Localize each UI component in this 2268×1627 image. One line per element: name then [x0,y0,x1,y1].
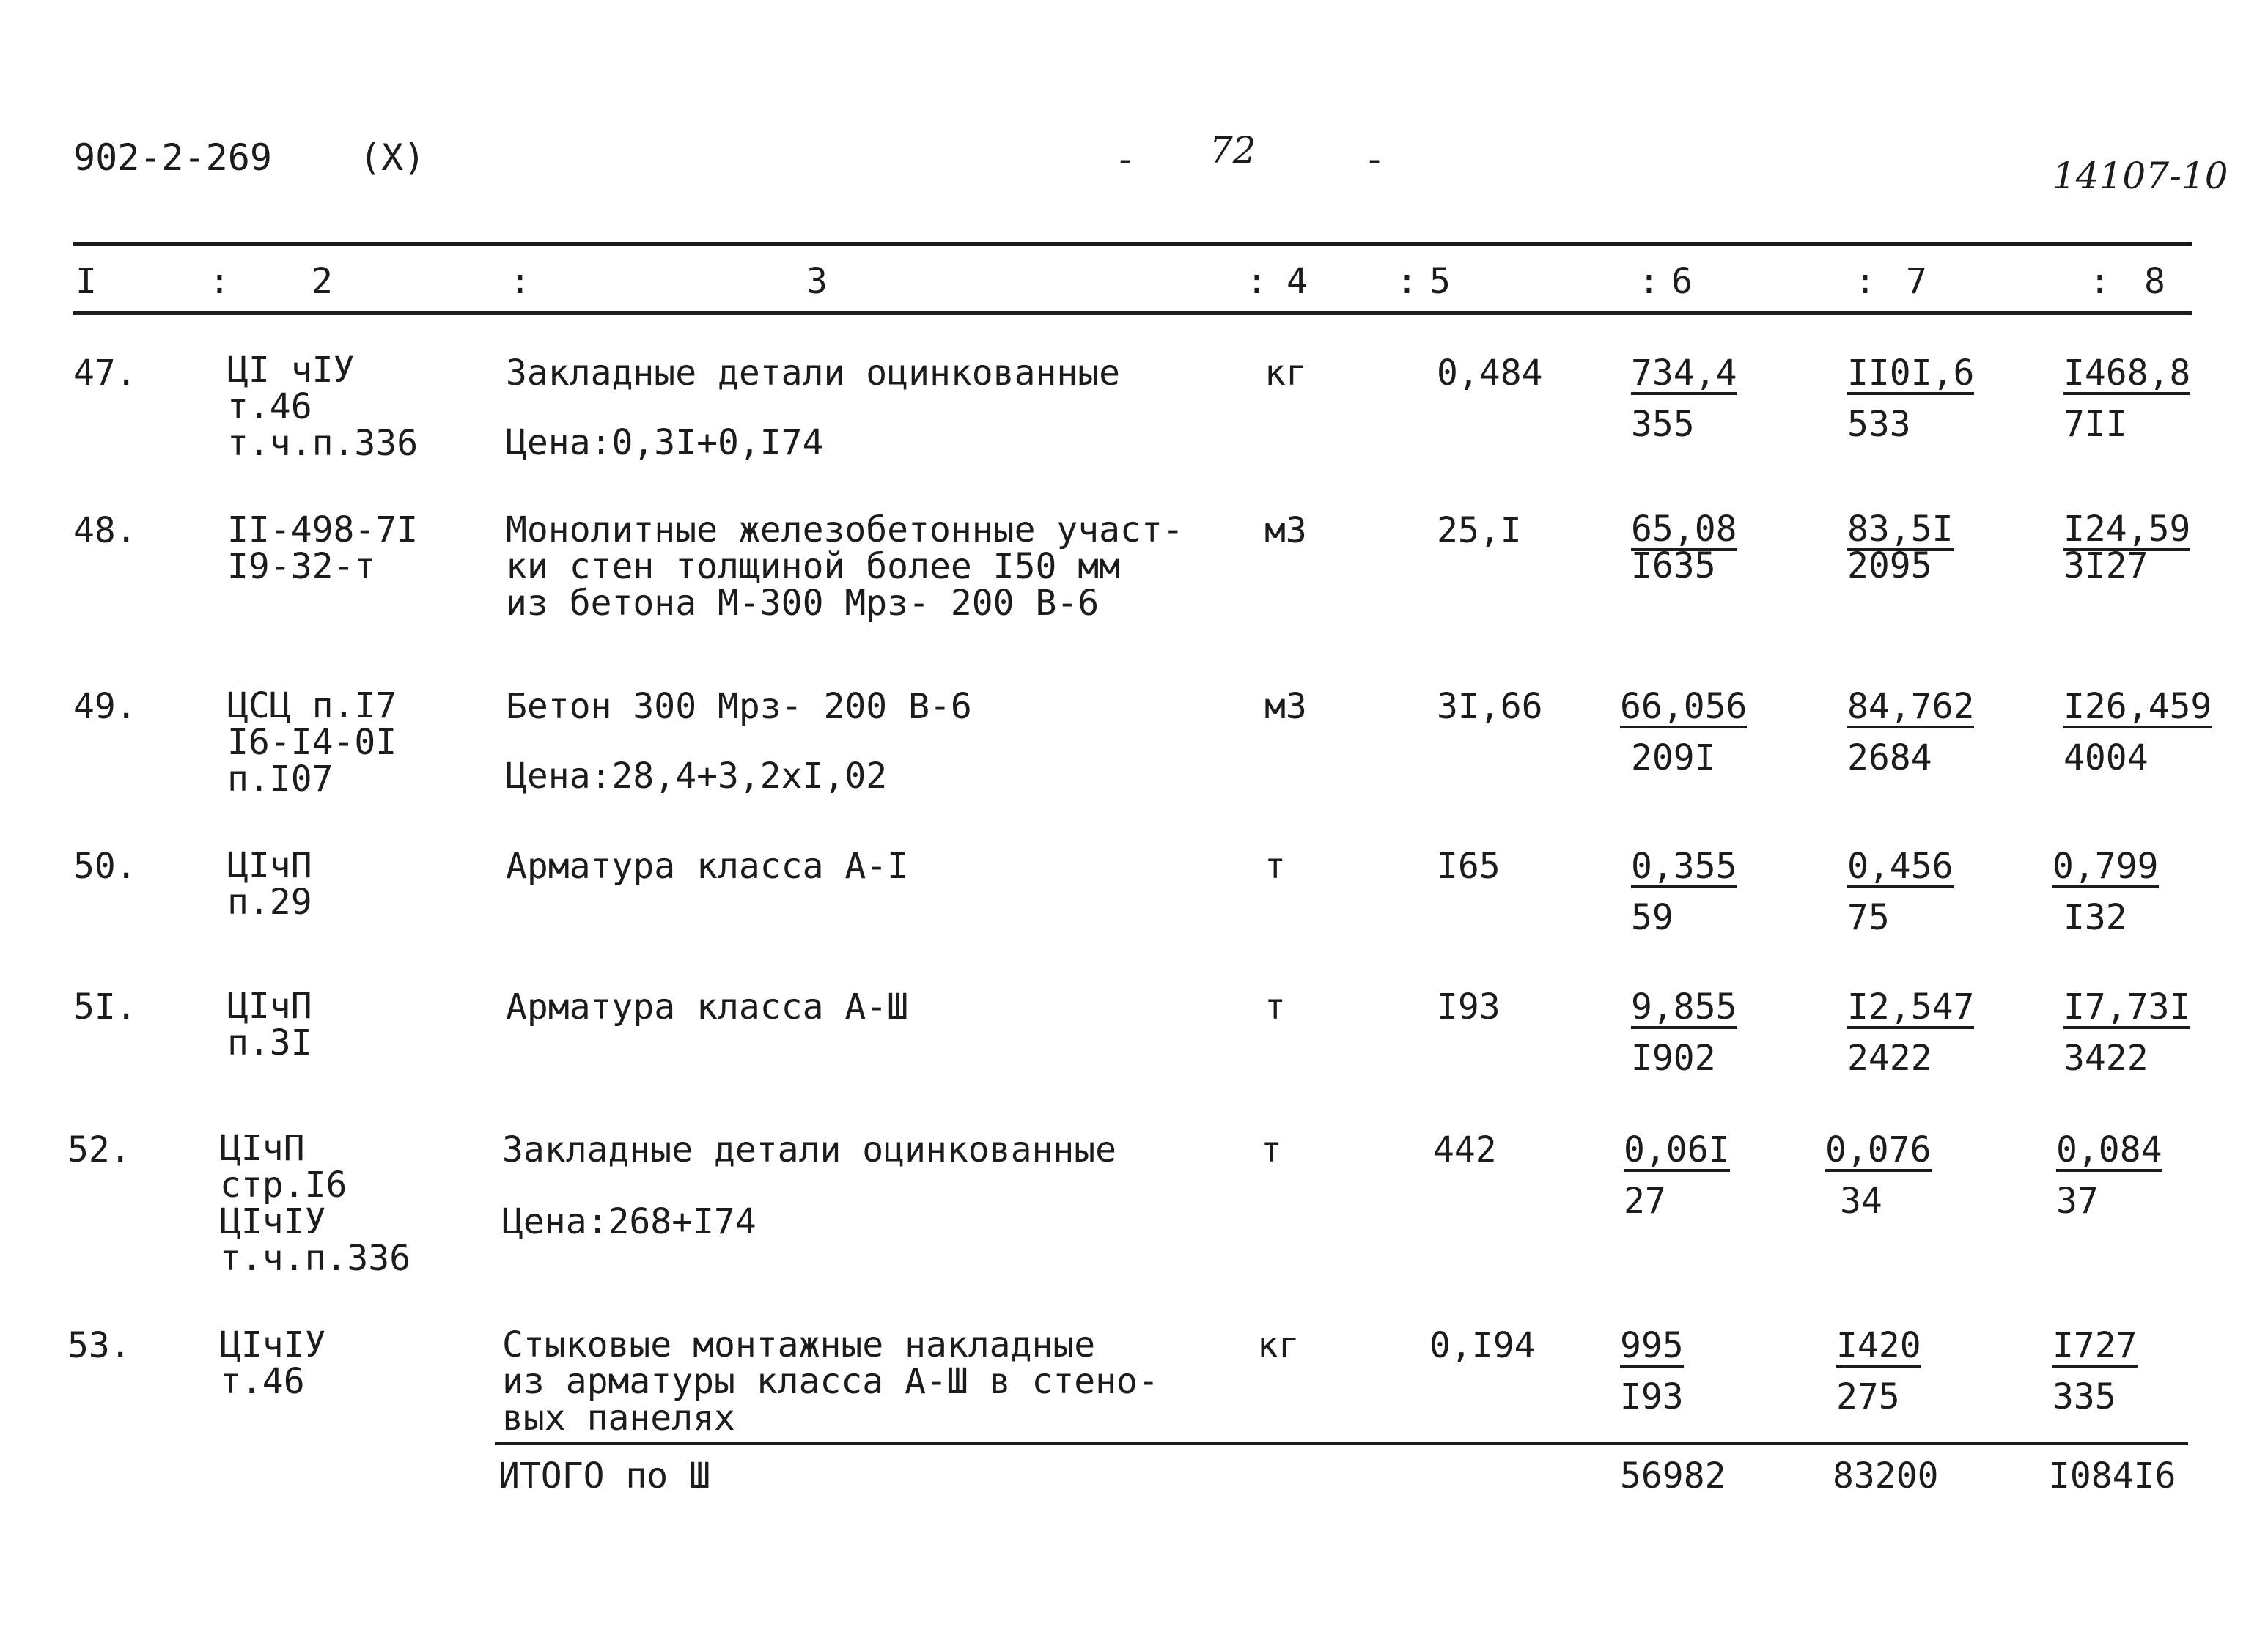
ref-code: ЦСЦ п.I7 I6-I4-0I п.I07 [227,685,397,800]
col-sep: : [509,261,531,302]
col-sep: : [2089,261,2110,302]
col-header-5: 5 [1429,261,1451,302]
unit: т [1264,986,1286,1028]
page-dash-left: - [1114,138,1137,180]
col8-cost: I24,59 [2063,509,2191,550]
price-note: Цена:0,3I+0,I74 [506,422,824,463]
col7-labor: 34 [1840,1181,1882,1222]
ref-code: ЦIчП п.29 [227,845,312,923]
unit: кг [1257,1325,1300,1366]
unit: т [1264,846,1286,887]
col8-labor: 37 [2056,1181,2099,1222]
col6-labor: 355 [1631,404,1695,445]
quantity: 25,I [1437,510,1522,551]
col6-labor: I93 [1620,1376,1684,1417]
unit: м3 [1264,686,1307,727]
quantity: I93 [1437,986,1501,1028]
description: Бетон 300 Мрз- 200 В-6 [506,686,972,727]
total-label: ИТОГО по Ш [498,1456,710,1497]
col7-cost: 0,076 [1825,1129,1932,1170]
quantity: I65 [1437,846,1501,887]
description: Закладные детали оцинкованные [502,1129,1117,1170]
row-number: 49. [73,686,137,727]
col6-cost: 995 [1620,1325,1684,1366]
ref-code: ЦIчП стр.I6 ЦIчIУ т.ч.п.336 [220,1128,411,1279]
ref-code: II-498-7I I9-32-т [227,509,419,587]
doc-suffix: (X) [359,136,426,179]
total-col8: I084I6 [2049,1456,2176,1497]
col6-labor: I902 [1631,1038,1716,1079]
col7-cost: I2,547 [1847,986,1975,1028]
col7-cost: 0,456 [1847,846,1954,887]
col7-cost: I420 [1836,1325,1921,1366]
col8-labor: 3422 [2063,1038,2149,1079]
col8-cost: 0,084 [2056,1129,2162,1170]
col-sep: : [1638,261,1660,302]
col7-cost: 84,762 [1847,686,1975,727]
col7-labor: 2422 [1847,1038,1932,1079]
col6-cost: 734,4 [1631,353,1737,394]
col-header-7: 7 [1906,261,1927,302]
description: Монолитные железобетонные участ- ки стен толщиной более I50 мм из бетона М-300 Мрз- 200 В-6 [506,509,1184,624]
col8-cost: 0,799 [2052,846,2159,887]
col-sep: : [1855,261,1876,302]
col6-labor: 209I [1631,737,1716,778]
col8-cost: I26,459 [2063,686,2212,727]
col-header-1: I [76,261,97,302]
col6-cost: 65,08 [1631,509,1737,550]
price-note: Цена:28,4+3,2хI,02 [506,756,888,797]
col7-cost: 83,5I [1847,509,1954,550]
page-dash-right: - [1363,138,1386,180]
col6-cost: 66,056 [1620,686,1748,727]
total-col7: 83200 [1833,1456,1939,1497]
col8-labor: 4004 [2063,737,2149,778]
row-number: 5I. [73,986,137,1028]
description: Закладные детали оцинкованные [506,353,1121,394]
row-number: 47. [73,353,137,394]
unit: м3 [1264,510,1307,551]
col-sep: : [1246,261,1267,302]
col-header-3: 3 [806,261,828,302]
row-number: 52. [67,1129,131,1170]
ref-code: ЦI чIУ т.46 т.ч.п.336 [227,350,419,464]
col6-labor: 59 [1631,897,1674,938]
description: Арматура класса А-I [506,846,909,887]
col-sep: : [1396,261,1418,302]
col-sep: : [209,261,230,302]
row-number: 50. [73,846,137,887]
total-col6: 56982 [1620,1456,1726,1497]
col6-cost: 0,06I [1624,1129,1730,1170]
page-number: 72 [1210,129,1256,171]
col-header-2: 2 [312,261,333,302]
col7-labor: 75 [1847,897,1890,938]
unit: кг [1264,353,1307,394]
header-rule-top [73,242,2192,246]
col-header-4: 4 [1286,261,1308,302]
total-rule [495,1442,2188,1445]
col7-cost: II0I,6 [1847,353,1975,394]
col8-cost: I727 [2052,1325,2138,1366]
inventory-number: 14107-10 [2052,155,2228,197]
unit: т [1261,1129,1282,1170]
col6-cost: 9,855 [1631,986,1737,1028]
quantity: 442 [1433,1129,1497,1170]
row-number: 48. [73,510,137,551]
col8-labor: 335 [2052,1376,2116,1417]
quantity: 3I,66 [1437,686,1543,727]
ref-code: ЦIчIУ т.46 [220,1324,326,1402]
doc-code: 902-2-269 [73,136,272,179]
header-rule-bottom [73,311,2192,315]
col6-cost: 0,355 [1631,846,1737,887]
description: Стыковые монтажные накладные из арматуры класса А-Ш в стено- вых панелях [502,1324,1159,1439]
col8-labor: I32 [2063,897,2127,938]
row-number: 53. [67,1325,131,1366]
col-header-8: 8 [2144,261,2165,302]
col7-labor: 2684 [1847,737,1932,778]
quantity: 0,484 [1437,353,1543,394]
price-note: Цена:268+I74 [502,1201,756,1242]
col8-cost: I7,73I [2063,986,2191,1028]
col8-cost: I468,8 [2063,353,2191,394]
col7-labor: 275 [1836,1376,1900,1417]
quantity: 0,I94 [1429,1325,1536,1366]
col7-labor: 2095 [1847,545,1932,586]
col-header-6: 6 [1671,261,1693,302]
col7-labor: 533 [1847,404,1911,445]
ref-code: ЦIчП п.3I [227,986,312,1063]
col6-labor: I635 [1631,545,1716,586]
description: Арматура класса А-Ш [506,986,909,1028]
col8-labor: 3I27 [2063,545,2149,586]
col6-labor: 27 [1624,1181,1666,1222]
col8-labor: 7II [2063,404,2127,445]
